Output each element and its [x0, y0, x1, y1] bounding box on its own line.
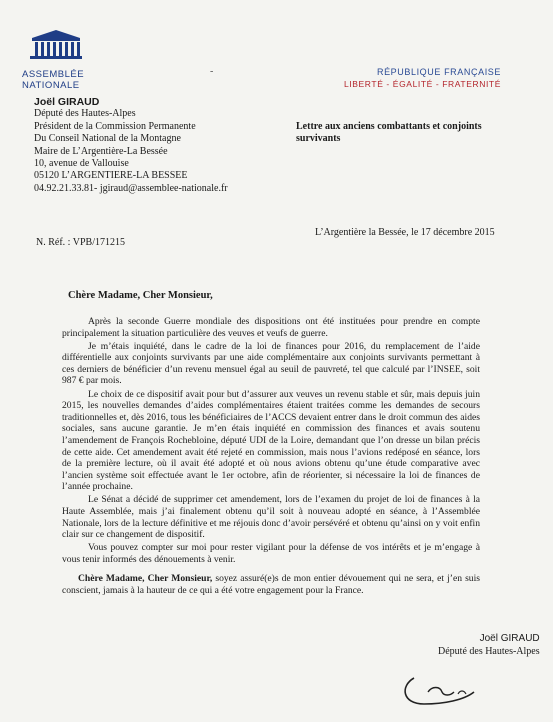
sender-line: 05120 L’ARGENTIERE-LA BESSEE [34, 170, 188, 182]
body-paragraph: Le choix de ce dispositif avait pour but d’assurer aux veuves un revenu stable et sûr, mais depuis juin 2015, les nouvelles demandes d’aides complémentaires étaient traitées comme les demandes de secours traditionnelles et, dès 2016, tous les bénéficiaires de l’ACCS devaient entrer dans le droit commun des aides sociales, sans aucune garantie. Je m’en étais inquiété en commission des finances et avais soutenu l’amendement de François Rochebloine, député UDI de la Loire, demandant que l’on dresse un bilan précis de cette aide. Cet amendement avait été rejeté en commission, mais nous l’avions redéposé en séance, lors de la première lecture, où il avait été adopté et où nous avions obtenu qu’une étude comparative avec l’ancien système soit effectuée avant le 1er octobre, afin de réorienter, si nécessaire la loi de finances de l’année prochaine. [62, 388, 480, 493]
body-paragraph: Après la seconde Guerre mondiale des dispositions ont été instituées pour prendre en compte principalement la situation particulière des veuves et veufs de guerre. [62, 316, 480, 339]
assemblee-nationale-logo [22, 28, 92, 91]
republic-motto: LIBERTÉ - ÉGALITÉ - FRATERNITÉ [343, 79, 501, 89]
building-icon [28, 28, 84, 64]
reference-number: N. Réf. : VPB/171215 [36, 237, 125, 248]
sender-line: Président de la Commission Permanente [34, 120, 196, 132]
logo-line-1: ASSEMBLÉE [22, 69, 85, 80]
republic-label: RÉPUBLIQUE FRANÇAISE [376, 67, 501, 77]
republique-francaise-block [344, 66, 501, 90]
salutation: Chère Madame, Cher Monsieur, [68, 290, 213, 301]
handwritten-signature [398, 670, 478, 710]
sender-line: Député des Hautes-Alpes [34, 108, 136, 120]
sender-line: 10, avenue de Vallouise [34, 158, 129, 170]
closing-paragraph [62, 573, 480, 596]
body-paragraph: Je m’étais inquiété, dans le cadre de la loi de finances pour 2016, du remplacement de l’aide différentielle aux conjoints survivants par une aide complémentaire aux conjoints survivants permettant à ces derniers de bénéficier d’un revenu mensuel égal au seuil de pauvreté, tel que calculé par l’INSEE, soit 987 € par mois. [62, 340, 480, 387]
sender-block [34, 96, 228, 195]
header-dash: - [210, 66, 214, 77]
sender-line: 04.92.21.33.81- jgiraud@assemblee-nationale.fr [34, 182, 228, 194]
signature-name: Joël GIRAUD [479, 633, 540, 644]
letter-subject: Lettre aux anciens combattants et conjoints survivants [296, 121, 482, 144]
signature-block [438, 632, 540, 658]
sender-name: Joël GIRAUD [34, 96, 100, 108]
closing-salutation: Chère Madame, Cher Monsieur, [78, 573, 213, 585]
sender-line: Du Conseil National de la Montagne [34, 133, 181, 145]
logo-line-2: NATIONALE [22, 80, 80, 91]
body-paragraph: Le Sénat a décidé de supprimer cet amendement, lors de l’examen du projet de loi de finances à la Haute Assemblée, mais j’ai finalement obtenu qu’il soit à nouveau adopté en séance, à l’Assemblée Nationale, lors de la lecture définitive et me réjouis donc d’avoir persévéré et obtenu qu’ainsi on y voit enfin clair sur ce changement de dispositif. [62, 494, 480, 541]
body-paragraph: Vous pouvez compter sur moi pour rester vigilant pour la défense de vos intérêts et je m’engage à vous tenir informés des dénouements à venir. [62, 542, 480, 565]
letter-body [62, 316, 480, 598]
signature-title: Député des Hautes-Alpes [438, 646, 540, 657]
closing-text: soyez assuré(e)s de mon entier dévouement qui ne sera, et j’en suis conscient, jamais à la hauteur de ce qui a été votre engagement pour la France. [62, 573, 480, 597]
sender-line: Maire de L’Argentière-La Bessée [34, 145, 168, 157]
place-date: L’Argentière la Bessée, le 17 décembre 2015 [315, 227, 495, 238]
